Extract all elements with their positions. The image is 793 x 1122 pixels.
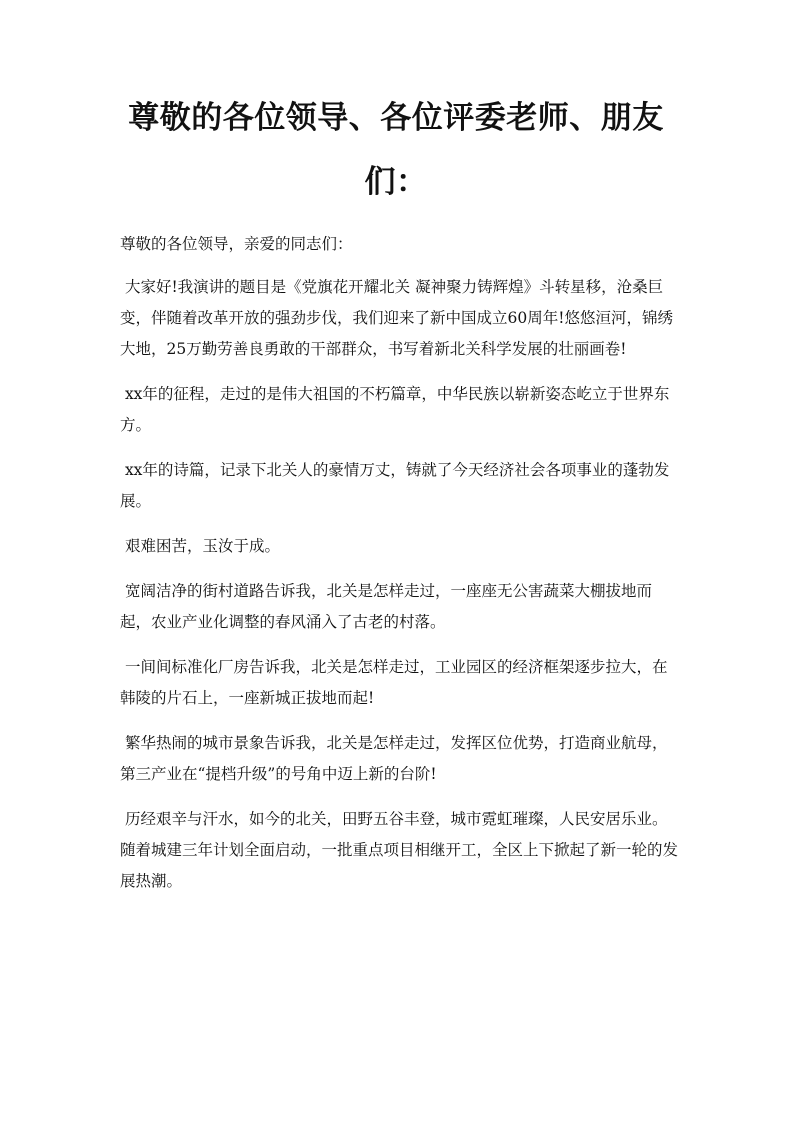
document-title: 尊敬的各位领导、各位评委老师、朋友们：: [128, 100, 664, 200]
greeting-line: 尊敬的各位领导，亲爱的同志们：: [120, 235, 353, 253]
paragraph-4: 艰难困苦，玉汝于成。: [120, 537, 280, 555]
document-body: [120, 229, 678, 911]
paragraph-1: 大家好!我演讲的题目是《党旗花开耀北关 凝神聚力铸辉煌》斗转星移，沧桑巨变，伴随着改革开放的强劲步伐，我们迎来了新中国成立60周年!悠悠洹河，锦绣大地，25万勤劳善良勇敢的干部群众，书写着新北关科学发展的壮丽画卷!: [120, 278, 673, 358]
paragraph-6: 一间间标准化厂房告诉我，北关是怎样走过，工业园区的经济框架逐步拉大，在韩陵的片石上，一座新城正拔地而起!: [120, 658, 668, 707]
paragraph-5: 宽阔洁净的街村道路告诉我，北关是怎样走过，一座座无公害蔬菜大棚拔地而起，农业产业化调整的春风涌入了古老的村落。: [120, 582, 652, 631]
paragraph-3: xx年的诗篇，记录下北关人的豪情万丈，铸就了今天经济社会各项事业的蓬勃发展。: [120, 461, 670, 510]
paragraph-7: 繁华热闹的城市景象告诉我，北关是怎样走过，发挥区位优势，打造商业航母，第三产业在“提档升级”的号角中迈上新的台阶!: [120, 734, 668, 783]
paragraph-8: 历经艰辛与汗水，如今的北关，田野五谷丰登，城市霓虹璀璨，人民安居乐业。随着城建三年计划全面启动，一批重点项目相继开工，全区上下掀起了新一轮的发展热潮。: [120, 810, 679, 890]
paragraph-2: xx年的征程，走过的是伟大祖国的不朽篇章，中华民族以崭新姿态屹立于世界东方。: [120, 385, 670, 434]
